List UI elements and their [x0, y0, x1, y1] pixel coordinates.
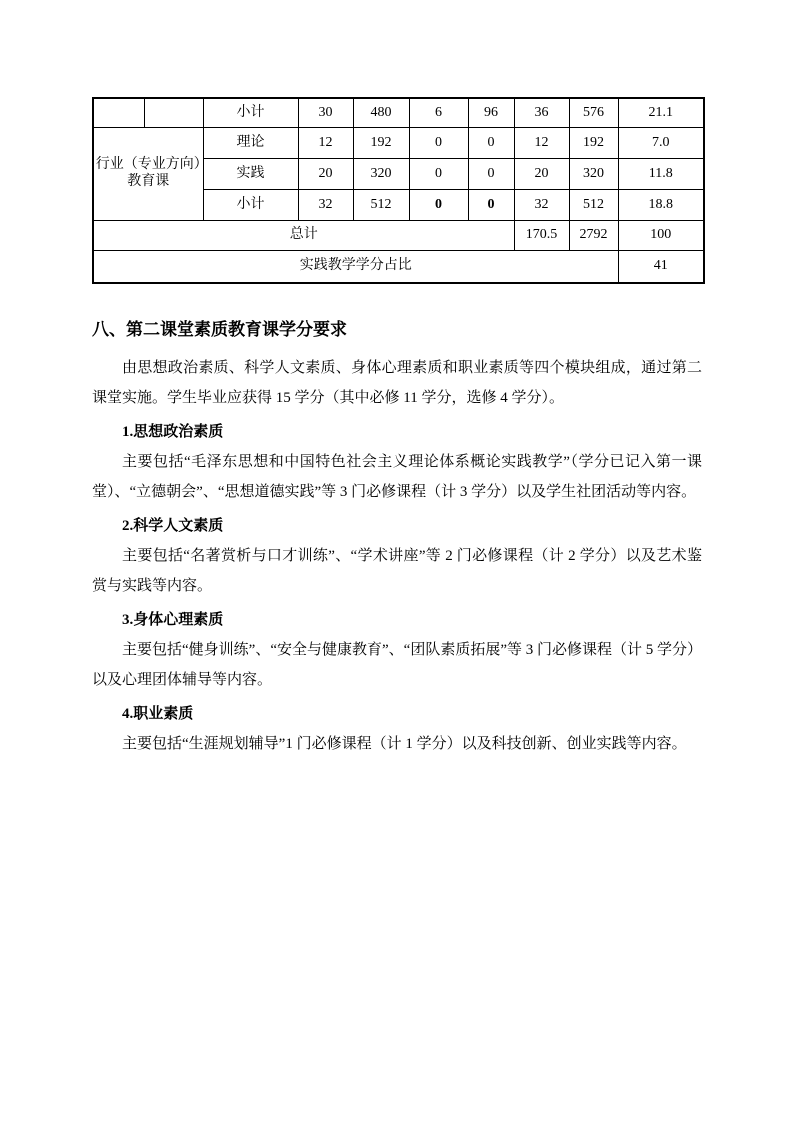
- cell-value: 0: [409, 190, 468, 221]
- cell-value: 0: [409, 128, 468, 159]
- table-row-subtotal-top: [93, 98, 704, 128]
- subsection-title-1: 1.思想政治素质: [122, 424, 224, 440]
- cell-value: 0: [468, 190, 514, 221]
- table-row-practice-share: [93, 251, 704, 284]
- subsection-title-4: 4.职业素质: [122, 706, 194, 722]
- cell-value: 7.0: [618, 128, 704, 159]
- cell-group-label: 行业（专业方向）教育课: [93, 128, 203, 221]
- cell-row-label: 小计: [203, 190, 298, 221]
- cell-total-credits: 170.5: [514, 221, 569, 251]
- table-row-theory: [93, 128, 704, 159]
- cell-practice-share-value: 41: [618, 251, 704, 284]
- cell-value: 576: [569, 98, 618, 128]
- cell-value: 11.8: [618, 159, 704, 190]
- cell-total-label: 总计: [93, 221, 514, 251]
- subsection-title-2: 2.科学人文素质: [122, 518, 224, 534]
- cell-value: 18.8: [618, 190, 704, 221]
- cell-value: 192: [569, 128, 618, 159]
- cell-value: 32: [514, 190, 569, 221]
- intro-paragraph: 由思想政治素质、科学人文素质、身体心理素质和职业素质等四个模块组成，通过第二课堂实施。学生毕业应获得 15 学分（其中必修 11 学分，选修 4 学分）。: [92, 360, 702, 406]
- cell-value: 36: [514, 98, 569, 128]
- cell-value: 20: [298, 159, 353, 190]
- cell-total-percent: 100: [618, 221, 704, 251]
- subsection-body-1: 主要包括“毛泽东思想和中国特色社会主义理论体系概论实践教学”（学分已记入第一课堂）、“立德朝会”、“思想道德实践”等 3 门必修课程（计 3 学分）以及学生社团活动等内容。: [92, 454, 702, 500]
- cell-value: 320: [353, 159, 409, 190]
- cell-value: 480: [353, 98, 409, 128]
- cell-value: 512: [353, 190, 409, 221]
- cell-value: 6: [409, 98, 468, 128]
- cell-value: 320: [569, 159, 618, 190]
- cell-value: 0: [468, 159, 514, 190]
- cell-value: 30: [298, 98, 353, 128]
- cell-total-hours: 2792: [569, 221, 618, 251]
- cell-empty-1: [93, 98, 144, 128]
- subsection-body-2: 主要包括“名著赏析与口才训练”、“学术讲座”等 2 门必修课程（计 2 学分）以及艺术鉴赏与实践等内容。: [92, 548, 702, 594]
- cell-value: 21.1: [618, 98, 704, 128]
- cell-row-label: 小计: [203, 98, 298, 128]
- cell-value: 96: [468, 98, 514, 128]
- cell-value: 12: [298, 128, 353, 159]
- section-eight: [92, 313, 702, 759]
- cell-value: 192: [353, 128, 409, 159]
- table-row-total: [93, 221, 704, 251]
- subsection-body-3: 主要包括“健身训练”、“安全与健康教育”、“团队素质拓展”等 3 门必修课程（计 5 学分）以及心理团体辅导等内容。: [92, 642, 702, 688]
- cell-practice-share-label: 实践教学学分占比: [93, 251, 618, 284]
- cell-row-label: 理论: [203, 128, 298, 159]
- cell-value: 12: [514, 128, 569, 159]
- cell-value: 20: [514, 159, 569, 190]
- credit-summary-table: [92, 97, 705, 284]
- cell-value: 0: [409, 159, 468, 190]
- cell-value: 0: [468, 128, 514, 159]
- subsection-title-3: 3.身体心理素质: [122, 612, 224, 628]
- cell-empty-2: [144, 98, 203, 128]
- section-heading: 八、第二课堂素质教育课学分要求: [92, 320, 347, 339]
- subsection-body-4: 主要包括“生涯规划辅导”1 门必修课程（计 1 学分）以及科技创新、创业实践等内容。: [122, 736, 687, 752]
- cell-row-label: 实践: [203, 159, 298, 190]
- cell-value: 512: [569, 190, 618, 221]
- cell-value: 32: [298, 190, 353, 221]
